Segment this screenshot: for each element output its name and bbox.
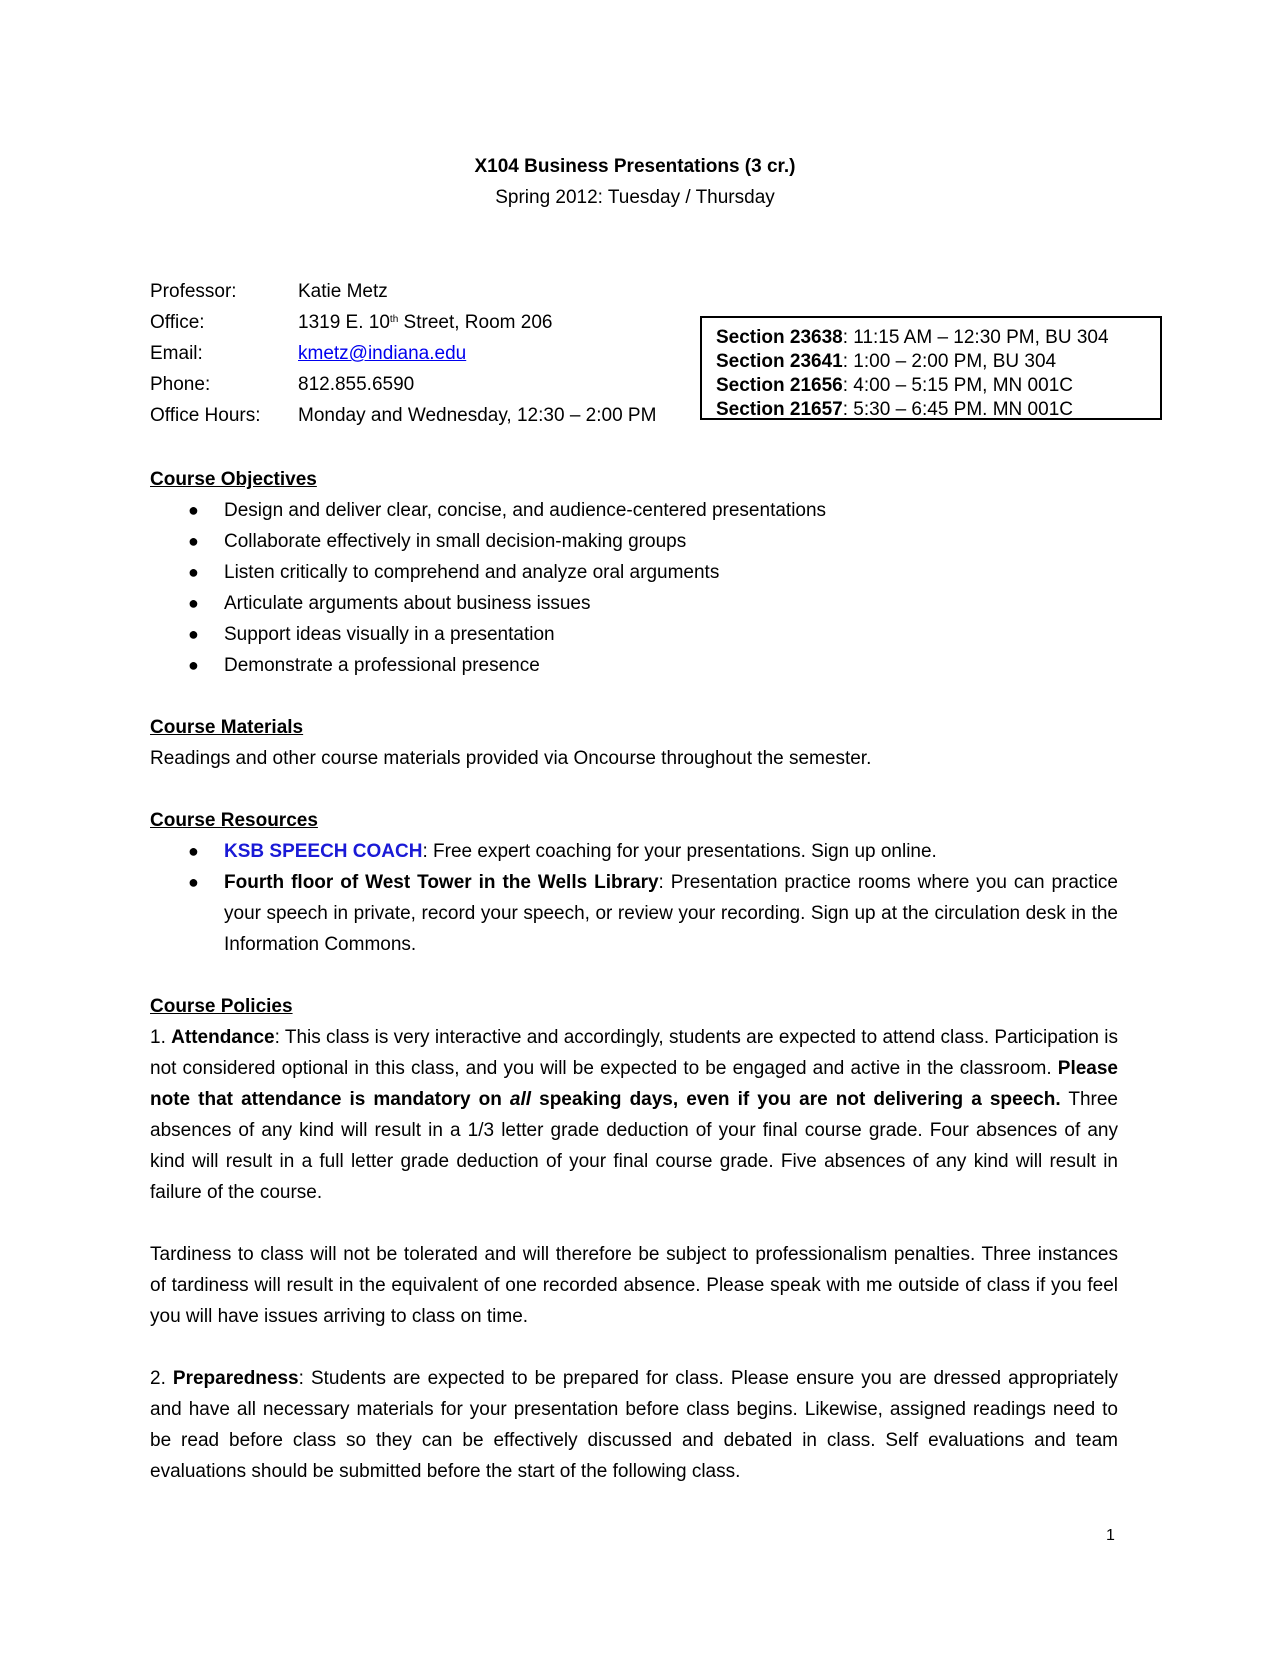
section-number: Section 23638	[716, 327, 843, 348]
bullet-icon: ●	[188, 655, 199, 675]
attendance-emphasis-end: speaking days, even if you are not delivering a speech.	[531, 1089, 1061, 1110]
materials-text: Readings and other course materials provided via Oncourse throughout the semester.	[150, 748, 872, 769]
section-number: Section 21656	[716, 375, 843, 396]
preparedness-title: Preparedness	[172, 1368, 299, 1389]
bullet-icon: ●	[188, 872, 199, 892]
section-time: : 11:15 AM – 12:30 PM, BU 304	[842, 327, 1109, 348]
office-label: Office:	[150, 312, 205, 333]
attendance-title: Attendance	[171, 1027, 275, 1048]
office-value	[298, 313, 552, 333]
page-number: 1	[1106, 1527, 1115, 1544]
attendance-emphasis-italic: all	[509, 1089, 532, 1110]
library-text: : Presentation practice rooms where you can practice your speech in private, record your speech, or review your recording. Sign up at the circulation desk in the Information Commons.	[224, 872, 1118, 955]
bullet-icon: ●	[188, 841, 199, 861]
list-item	[150, 495, 1118, 526]
bullet-icon: ●	[188, 624, 199, 644]
course-title: X104 Business Presentations (3 cr.)	[474, 156, 796, 177]
office-street: Street, Room 206	[398, 312, 553, 333]
phone-label: Phone:	[150, 374, 211, 395]
list-item	[150, 588, 1118, 619]
policies-section	[150, 991, 1118, 1487]
section-number: Section 21657	[716, 399, 843, 420]
objective-text: Articulate arguments about business issues	[224, 593, 591, 614]
bullet-icon: ●	[188, 531, 199, 551]
course-term: Spring 2012: Tuesday / Thursday	[495, 187, 775, 208]
professor-name: Katie Metz	[298, 281, 388, 302]
phone-value: 812.855.6590	[298, 374, 415, 395]
section-row	[716, 374, 1160, 398]
section-time: : 1:00 – 2:00 PM, BU 304	[842, 351, 1057, 372]
bullet-icon: ●	[188, 593, 199, 613]
bullet-icon: ●	[188, 500, 199, 520]
email-link[interactable]: kmetz@indiana.edu	[298, 343, 467, 364]
section-row	[716, 350, 1160, 374]
resources-heading: Course Resources	[150, 810, 318, 831]
section-row	[716, 398, 1160, 422]
objective-text: Collaborate effectively in small decision-making groups	[224, 531, 687, 552]
office-number: 1319 E. 10	[298, 312, 390, 333]
objectives-section	[150, 464, 1118, 681]
speech-coach-link[interactable]: KSB SPEECH COACH	[224, 841, 423, 862]
attendance-emphasis: Please note that attendance is mandatory on	[150, 1058, 1118, 1110]
preparedness-text: : Students are expected to be prepared for class. Please ensure you are dressed appropriately and have all necessary materials for your presentation before class begins. Likewise, assigned readings need to be read before class so they can be effectively discussed and debated in class. Self evaluations and team evaluations should be submitted before the start of the following class.	[150, 1368, 1118, 1482]
list-item	[150, 526, 1118, 557]
attendance-text-end: Three absences of any kind will result in a 1/3 letter grade deduction of your final course grade. Four absences of any kind will result in a full letter grade deduction of your final course grade. Five absences of any kind will result in failure of the course.	[150, 1089, 1118, 1203]
list-item	[150, 650, 1118, 681]
section-row	[716, 326, 1160, 350]
materials-section	[150, 712, 1118, 774]
preparedness-paragraph	[150, 1363, 1118, 1487]
bullet-icon: ●	[188, 562, 199, 582]
office-hours-label: Office Hours:	[150, 405, 261, 426]
section-time: : 4:00 – 5:15 PM, MN 001C	[842, 375, 1073, 396]
resources-section	[150, 805, 1118, 960]
professor-label: Professor:	[150, 281, 237, 302]
list-item	[150, 557, 1118, 588]
objective-text: Demonstrate a professional presence	[224, 655, 540, 676]
attendance-paragraph	[150, 1022, 1118, 1208]
policies-heading: Course Policies	[150, 996, 293, 1017]
office-hours-value: Monday and Wednesday, 12:30 – 2:00 PM	[298, 405, 657, 426]
objective-text: Design and deliver clear, concise, and audience-centered presentations	[224, 500, 827, 521]
tardiness-paragraph: Tardiness to class will not be tolerated and will therefore be subject to professionalism penalties. Three instances of tardiness will result in the equivalent of one recorded absence. Please speak with me outside of class if you feel you will have issues arriving to class on time.	[150, 1244, 1118, 1327]
objectives-heading: Course Objectives	[150, 469, 317, 490]
section-number: Section 23641	[716, 351, 843, 372]
objective-text: Listen critically to comprehend and analyze oral arguments	[224, 562, 720, 583]
office-ordinal: th	[389, 314, 399, 325]
sections-box	[700, 316, 1162, 420]
objective-text: Support ideas visually in a presentation	[224, 624, 555, 645]
speech-coach-text: : Free expert coaching for your presentations. Sign up online.	[422, 841, 937, 862]
objectives-list	[150, 495, 1118, 681]
resources-list	[150, 836, 1118, 960]
library-location: Fourth floor of West Tower in the Wells Library	[224, 872, 659, 893]
policy-number: 2.	[150, 1368, 173, 1389]
list-item	[150, 867, 1118, 960]
list-item	[150, 836, 1118, 867]
attendance-text: : This class is very interactive and accordingly, students are expected to attend class. Participation is not considered optional in this class, and you will be expected to be engaged and active in the classroom.	[150, 1027, 1119, 1079]
list-item	[150, 619, 1118, 650]
policy-number: 1.	[150, 1027, 172, 1048]
materials-heading: Course Materials	[150, 717, 304, 738]
section-time: : 5:30 – 6:45 PM. MN 001C	[842, 399, 1073, 420]
email-label: Email:	[150, 343, 203, 364]
